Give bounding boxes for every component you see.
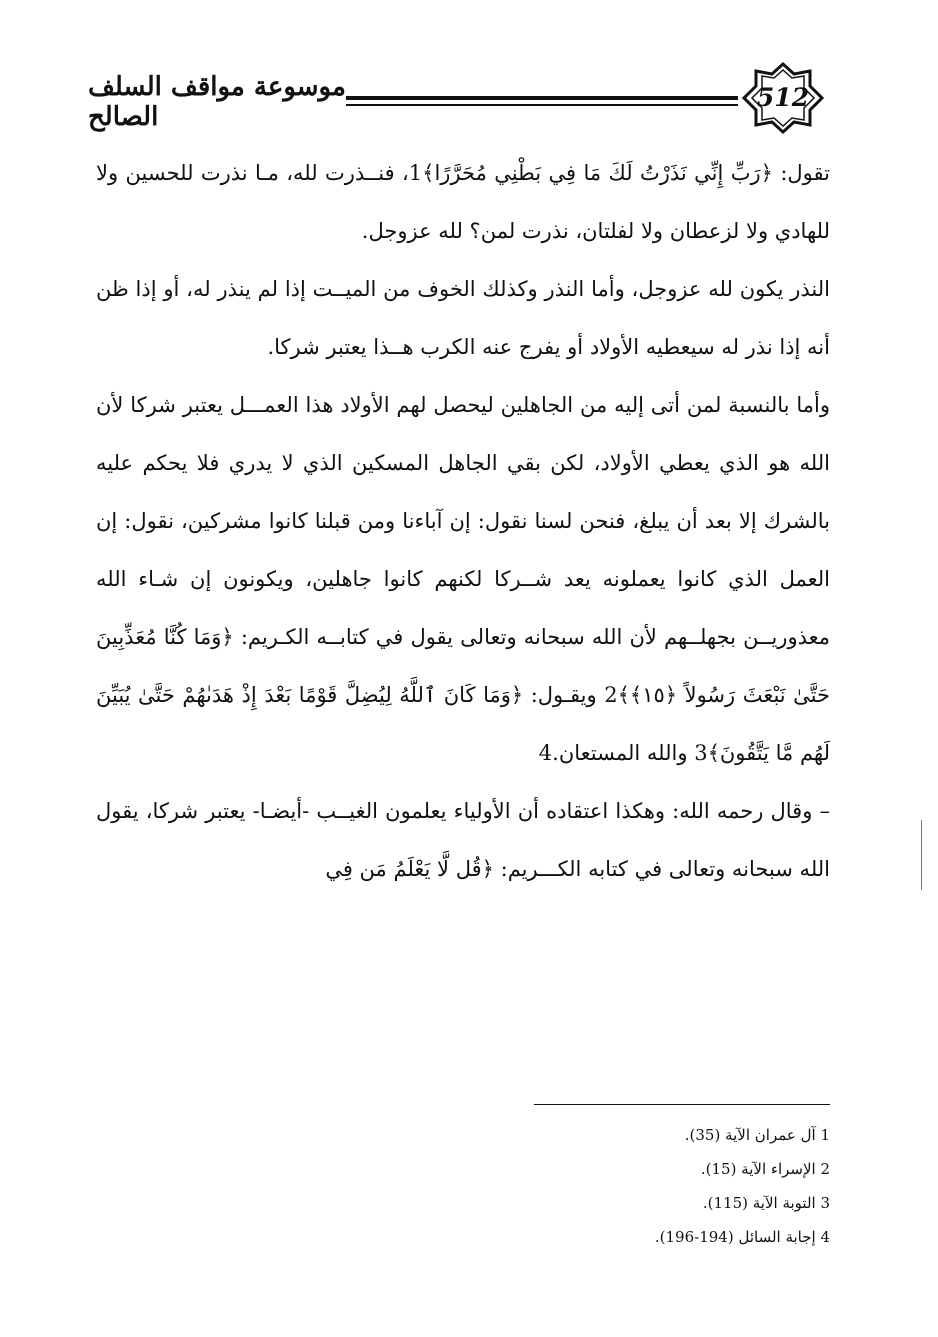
page-number-badge bbox=[742, 62, 824, 134]
header-rule bbox=[346, 96, 738, 106]
footnotes bbox=[300, 1118, 830, 1254]
scan-edge-mark bbox=[921, 820, 930, 890]
footnote-4: 4 إجابة السائل (194-196). bbox=[654, 1228, 830, 1246]
book-title: موسوعة مواقف السلف الصالح bbox=[88, 72, 346, 132]
main-text bbox=[96, 144, 830, 898]
footnote-3: 3 التوبة الآية (115). bbox=[702, 1194, 830, 1212]
footnote-divider bbox=[534, 1104, 830, 1105]
paragraph-1: تقول: ﴿رَبِّ إِنِّي نَذَرْتُ لَكَ مَا فِي بَطْنِي مُحَرَّرًا﴾1، فنــذرت لله، مـا نذرت للحسين ولا للهادي ولا لزعطان ولا لفلتان، نذرت لمن؟ لله عزوجل. bbox=[96, 161, 830, 243]
page-number: 512 bbox=[756, 83, 810, 112]
paragraph-2: النذر يكون لله عزوجل، وأما النذر وكذلك الخوف من الميــت إذا لم ينذر له، أو إذا ظن أنه إذا نذر له سيعطيه الأولاد أو يفرج عنه الكرب هــذا يعتبر شركا. bbox=[96, 277, 830, 359]
page-header bbox=[88, 62, 858, 134]
footnote-1: 1 آل عمران الآية (35). bbox=[684, 1126, 830, 1144]
paragraph-3: وأما بالنسبة لمن أتى إليه من الجاهلين ليحصل لهم الأولاد هذا العمـــل يعتبر شركا لأن الله هو الذي يعطي الأولاد، لكن بقي الجاهل المسكين الذي لا يدري فلا يحكم عليه بالشرك إلا بعد أن يبلغ، فنحن لسنا نقول: إن آباءنا ومن قبلنا كانوا مشركين، نقول: إن العمل الذي كانوا يعملونه يعد شــركا لكنهم كانوا جاهلين، ويكونون إن شـاء الله معذوريــن بجهلــهم لأن الله سبحانه وتعالى يقول في كتابــه الكـريم: ﴿وَمَا كُنَّا مُعَذِّبِينَ حَتَّىٰ نَبْعَثَ رَسُولاً ﴿١٥﴾﴾2 ويقـول: ﴿وَمَا كَانَ ٱللَّهُ لِيُضِلَّ قَوْمًا بَعْدَ إِذْ هَدَىٰهُمْ حَتَّىٰ يُبَيِّنَ لَهُم مَّا يَتَّقُونَ﴾3 والله المستعان.4 bbox=[96, 393, 830, 765]
paragraph-4: – وقال رحمه الله: وهكذا اعتقاده أن الأولياء يعلمون الغيــب -أيضـا- يعتبر شركا، يقول الله سبحانه وتعالى في كتابه الكـــريم: ﴿قُل لَّا يَعْلَمُ مَن فِي bbox=[96, 799, 830, 881]
footnote-2: 2 الإسراء الآية (15). bbox=[700, 1160, 830, 1178]
